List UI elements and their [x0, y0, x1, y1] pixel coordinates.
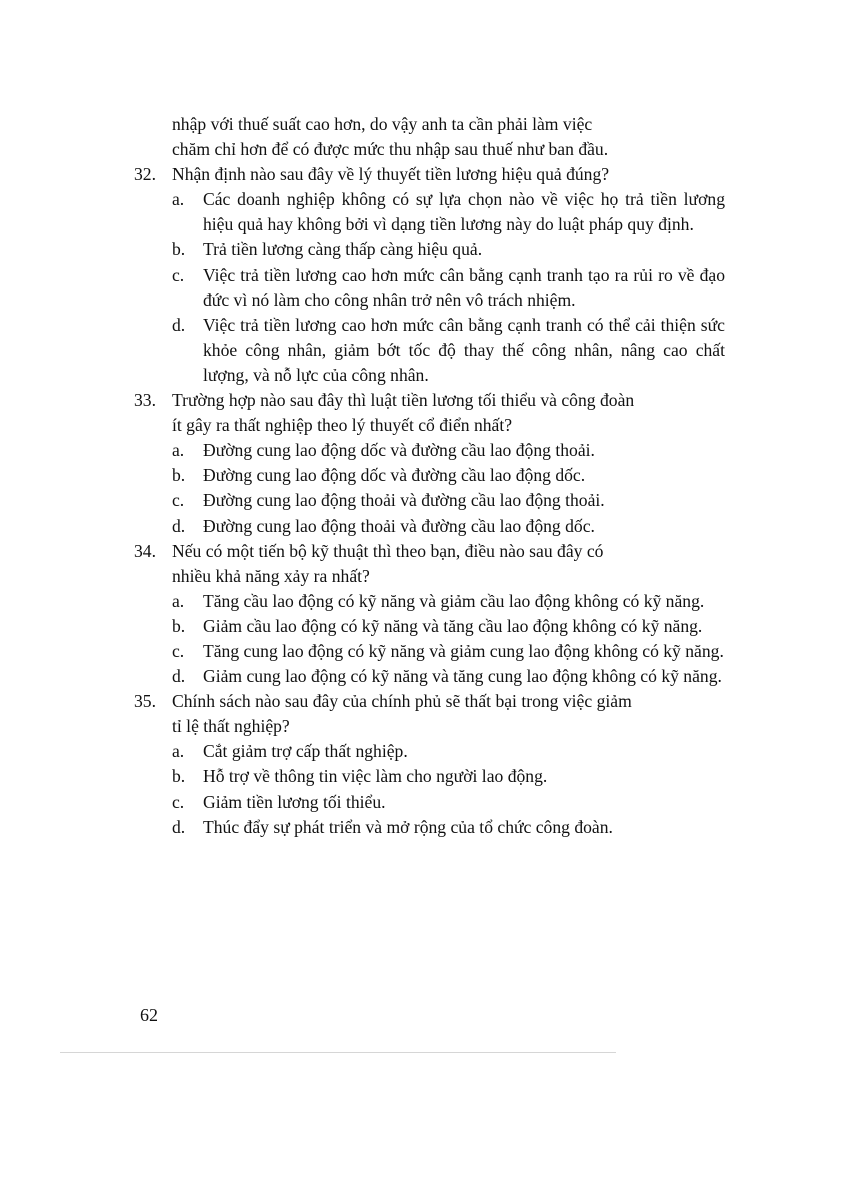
option	[137, 313, 725, 388]
question-text: Nếu có một tiến bộ kỹ thuật thì theo bạn, điều nào sau đây có	[172, 540, 604, 561]
option-text: Việc trả tiền lương cao hơn mức cân bằng cạnh tranh tạo ra rủi ro về đạo đức vì nó làm cho công nhân trở nên vô trách nhiệm.	[203, 264, 725, 310]
option-letter: c.	[172, 791, 185, 812]
option	[137, 815, 725, 840]
option-letter: c.	[172, 264, 185, 285]
option-letter: d.	[172, 515, 186, 536]
option-letter: a.	[172, 189, 185, 210]
option-letter: c.	[172, 640, 185, 661]
option-text: Đường cung lao động dốc và đường cầu lao động dốc.	[203, 465, 586, 486]
option	[137, 614, 725, 639]
option-text: Các doanh nghiệp không có sự lựa chọn nào về việc họ trả tiền lương hiệu quả hay không bởi vì dạng tiền lương này do luật pháp quy định.	[203, 189, 725, 235]
option-text: Việc trả tiền lương cao hơn mức cân bằng cạnh tranh có thể cải thiện sức khỏe công nhân, giảm bớt tốc độ thay thế công nhân, nâng cao chất lượng, và nỗ lực của công nhân.	[203, 314, 725, 385]
question-number: 33.	[134, 390, 156, 411]
option-letter: a.	[172, 440, 185, 461]
question-stem	[134, 162, 725, 187]
option	[137, 438, 725, 463]
option-letter: b.	[172, 239, 186, 260]
option-text: Trả tiền lương càng thấp càng hiệu quả.	[203, 239, 483, 260]
option-letter: a.	[172, 590, 185, 611]
option-letter: d.	[172, 816, 186, 837]
option	[137, 488, 725, 513]
question-35	[134, 689, 725, 840]
option-letter: d.	[172, 666, 186, 687]
option-text: Giảm tiền lương tối thiểu.	[203, 791, 386, 812]
question-34	[134, 539, 725, 690]
option	[137, 790, 725, 815]
question-text: Trường hợp nào sau đây thì luật tiền lương tối thiểu và công đoàn	[172, 390, 635, 411]
option-letter: b.	[172, 465, 186, 486]
option-text: Đường cung lao động thoải và đường cầu lao động thoải.	[203, 490, 605, 511]
option-letter: c.	[172, 490, 185, 511]
option	[137, 514, 725, 539]
question-33	[134, 388, 725, 539]
option	[137, 463, 725, 488]
option	[137, 237, 725, 262]
option	[137, 764, 725, 789]
option-text: Đường cung lao động thoải và đường cầu lao động dốc.	[203, 515, 595, 536]
option-letter: b.	[172, 615, 186, 636]
question-number: 35.	[134, 691, 156, 712]
question-number: 32.	[134, 164, 156, 185]
option-text: Tăng cầu lao động có kỹ năng và giảm cầu lao động không có kỹ năng.	[203, 590, 705, 611]
option-text: Giảm cầu lao động có kỹ năng và tăng cầu lao động không có kỹ năng.	[203, 615, 703, 636]
question-number: 34.	[134, 540, 156, 561]
question-text-continued: ít gây ra thất nghiệp theo lý thuyết cổ điển nhất?	[172, 415, 513, 436]
option-letter: b.	[172, 766, 186, 787]
question-text-continued: tỉ lệ thất nghiệp?	[172, 716, 290, 737]
option-text: Giảm cung lao động có kỹ năng và tăng cung lao động không có kỹ năng.	[203, 666, 722, 687]
option-text: Đường cung lao động dốc và đường cầu lao động thoải.	[203, 440, 595, 461]
option-text: Hỗ trợ về thông tin việc làm cho người lao động.	[203, 766, 548, 787]
option-text: Cắt giảm trợ cấp thất nghiệp.	[203, 741, 408, 762]
question-32	[134, 162, 725, 388]
page-content	[134, 112, 725, 840]
option	[137, 263, 725, 313]
option	[137, 664, 725, 689]
question-stem	[134, 689, 725, 714]
option-letter: a.	[172, 741, 185, 762]
option	[137, 639, 725, 664]
continuation-line: nhập với thuế suất cao hơn, do vậy anh ta cần phải làm việc	[172, 114, 593, 134]
option-letter: d.	[172, 314, 186, 335]
question-stem	[134, 539, 725, 564]
option-text: Tăng cung lao động có kỹ năng và giảm cung lao động không có kỹ năng.	[203, 640, 724, 661]
question-text-continued: nhiều khả năng xảy ra nhất?	[172, 565, 370, 586]
question-text: Nhận định nào sau đây về lý thuyết tiền lương hiệu quả đúng?	[172, 164, 610, 185]
option	[137, 187, 725, 237]
footer-divider	[60, 1052, 616, 1053]
question-stem	[134, 388, 725, 413]
option	[137, 739, 725, 764]
continuation-line: chăm chỉ hơn để có được mức thu nhập sau thuế như ban đầu.	[172, 139, 609, 160]
question-text: Chính sách nào sau đây của chính phủ sẽ thất bại trong việc giảm	[172, 691, 632, 712]
option	[137, 589, 725, 614]
option-text: Thúc đẩy sự phát triển và mở rộng của tổ chức công đoàn.	[203, 816, 613, 837]
page-number: 62	[140, 1005, 158, 1025]
